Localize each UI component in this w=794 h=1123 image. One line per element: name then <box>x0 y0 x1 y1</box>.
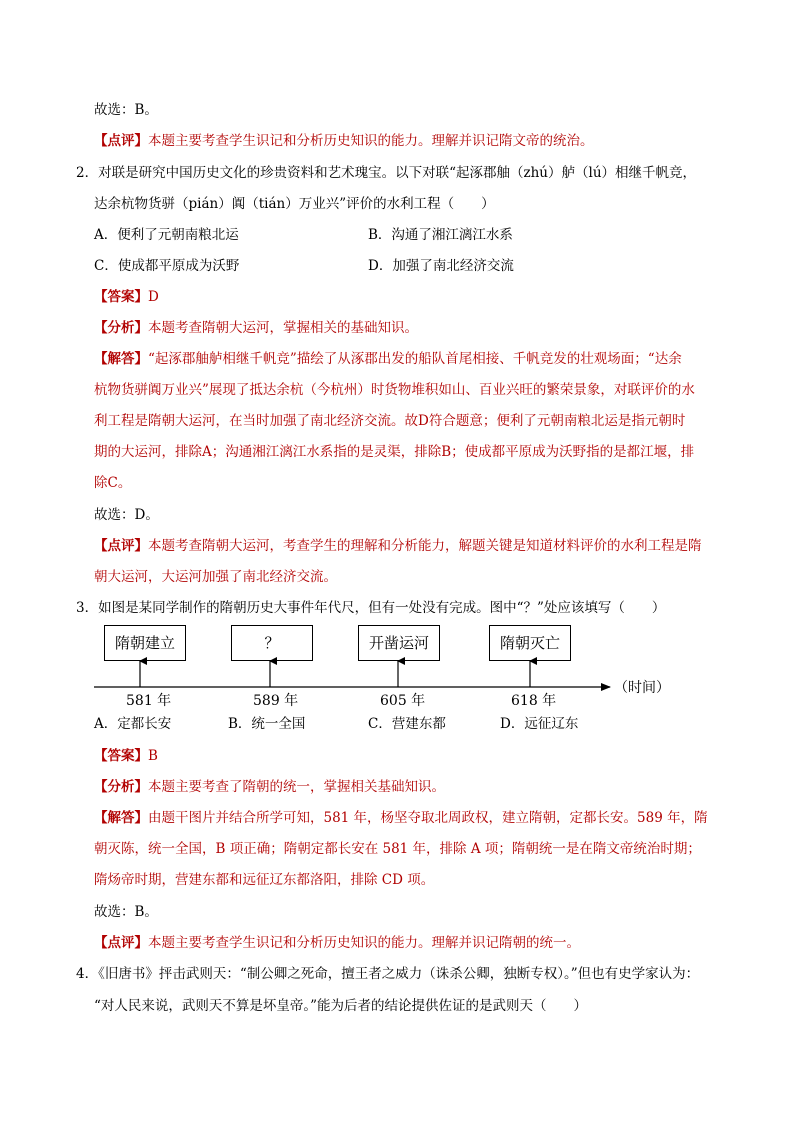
q3-option-d: D．远征辽东 <box>500 716 579 732</box>
q2-option-d: D．加强了南北经济交流 <box>368 258 514 274</box>
q2-solution-line1: 【解答】“起涿郡舳舻相继千帆竞”描绘了从涿郡出发的船队首尾相接、千帆竞发的壮观场面；“达余 <box>94 351 682 367</box>
q3-solution-line2: 朝灭陈，统一全国，B 项正确；隋朝定都长安在 581 年，排除 A 项；隋朝统一是在隋文帝统治时期； <box>94 841 701 857</box>
q2-option-a: A．便利了元朝南粮北运 <box>94 227 239 243</box>
q3-comment: 【点评】本题主要考查学生识记和分析历史知识的能力。理解并识记隋朝的统一。 <box>94 935 580 951</box>
q3-option-a: A．定都长安 <box>94 716 172 732</box>
q3-option-c: C．营建东都 <box>368 716 446 732</box>
timeline-event-3: 开凿运河 <box>358 625 440 661</box>
q2-answer: 【答案】D <box>94 289 159 305</box>
q2-solution-line5: 除C。 <box>94 475 132 491</box>
q2-option-b: B．沟通了湘江漓江水系 <box>368 227 513 243</box>
timeline-event-1: 隋朝建立 <box>104 625 186 661</box>
q2-comment-line1: 【点评】本题考查隋朝大运河，考查学生的理解和分析能力，解题关键是知道材料评价的水利工程是隋 <box>94 538 702 554</box>
q1-comment: 【点评】本题主要考查学生识记和分析历史知识的能力。理解并识记隋文帝的统治。 <box>94 133 594 149</box>
q2-solution-line2: 杭物货骈阗万业兴”展现了抵达余杭（今杭州）时货物堆积如山、百业兴旺的繁荣景象，对联评价的水 <box>94 382 695 398</box>
q2-analysis: 【分析】本题考查隋朝大运河，掌握相关的基础知识。 <box>94 320 418 336</box>
timeline-event-4: 隋朝灭亡 <box>489 625 571 661</box>
timeline-year-2: 589 年 <box>253 693 299 709</box>
q2-option-c: C．使成都平原成为沃野 <box>94 258 240 274</box>
q3-solution-line3: 隋炀帝时期，营建东都和远征辽东都洛阳，排除 CD 项。 <box>94 872 435 888</box>
q2-stem-line1: 2．对联是研究中国历史文化的珍贵资料和艺术瑰宝。以下对联“起涿郡舳（zhú）舻（lú）相继千帆竞， <box>76 165 697 181</box>
timeline-year-4: 618 年 <box>511 693 557 709</box>
q2-choice: 故选：D。 <box>94 507 159 523</box>
comment-tag: 【点评】 <box>94 133 148 149</box>
timeline-axis-label: （时间） <box>614 680 670 696</box>
q2-comment-line2: 朝大运河，大运河加强了南北经济交流。 <box>94 569 337 585</box>
q3-choice: 故选：B。 <box>94 904 158 920</box>
q3-analysis: 【分析】本题主要考查了隋朝的统一，掌握相关基础知识。 <box>94 779 445 795</box>
q3-stem: 3．如图是某同学制作的隋朝历史大事件年代尺，但有一处没有完成。图中“？”处应该填写（ ） <box>76 600 666 616</box>
timeline-event-2: ？ <box>231 625 313 661</box>
timeline-year-3: 605 年 <box>380 693 426 709</box>
q2-stem-line2: 达余杭物货骈（pián）阗（tián）万业兴”评价的水利工程（ ） <box>94 196 495 212</box>
q3-answer: 【答案】B <box>94 748 158 764</box>
timeline-year-1: 581 年 <box>126 693 172 709</box>
q3-option-b: B．统一全国 <box>228 716 306 732</box>
q2-solution-line4: 期的大运河，排除A；沟通湘江漓江水系指的是灵渠，排除B；使成都平原成为沃野指的是都江堰，排 <box>94 444 695 460</box>
q4-stem-line1: 4．《旧唐书》抨击武则天：“制公卿之死命，擅王者之威力（诛杀公卿，独断专权）。”但也有史学家认为： <box>76 966 700 982</box>
q3-solution-line1: 【解答】由题干图片并结合所学可知，581 年，杨坚夺取北周政权，建立隋朝，定都长安。589 年，隋 <box>94 810 708 826</box>
q4-stem-line2: “对人民来说，武则天不算是坏皇帝。”能为后者的结论提供佐证的是武则天（ ） <box>94 998 588 1014</box>
q2-solution-line3: 利工程是隋朝大运河，在当时加强了南北经济交流。故D符合题意；便利了元朝南粮北运是指元朝时 <box>94 413 686 429</box>
q1-choice: 故选：B。 <box>94 102 158 118</box>
